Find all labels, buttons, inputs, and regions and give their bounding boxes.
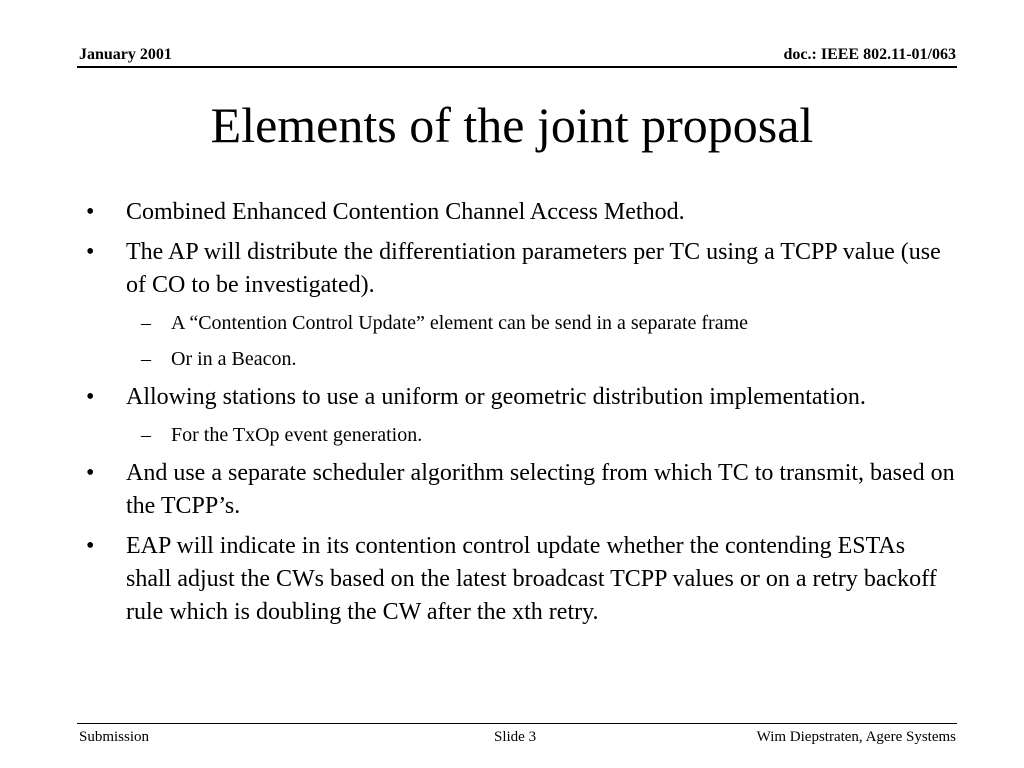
footer-submission: Submission: [79, 729, 150, 745]
bullet-marker: •: [86, 199, 95, 225]
footer-author: Wim Diepstraten, Agere Systems: [756, 729, 956, 745]
sub-bullet-item: [86, 309, 956, 337]
header-doc-id: doc.: IEEE 802.11-01/063: [783, 46, 956, 63]
bullet-text: EAP will indicate in its contention control update whether the contending ESTAs shall adjust the CWs based on the latest broadcast TCPP values or on a retry backoff rule which is doubling the CW after the xth retry.: [126, 533, 937, 625]
bullet-item: [86, 381, 956, 414]
footer-slide-number: Slide 3: [494, 729, 537, 745]
sub-bullet-item: [86, 421, 956, 449]
bullet-item: [86, 236, 956, 302]
header-divider: [77, 66, 957, 68]
header-date: January 2001: [79, 46, 172, 63]
slide-title: Elements of the joint proposal: [210, 97, 814, 153]
slide-body: [86, 196, 956, 636]
sub-bullet-text: Or in a Beacon.: [171, 348, 297, 370]
bullet-text: The AP will distribute the differentiation parameters per TC using a TCPP value (use of CO to be investigated).: [126, 239, 941, 298]
sub-bullet-item: [86, 345, 956, 373]
sub-bullet-marker: –: [141, 424, 151, 446]
sub-bullet-text: A “Contention Control Update” element can be send in a separate frame: [171, 312, 749, 334]
sub-bullet-marker: –: [141, 348, 151, 370]
footer-divider: [77, 723, 957, 724]
bullet-marker: •: [86, 533, 95, 559]
bullet-text: Combined Enhanced Contention Channel Access Method.: [126, 199, 685, 225]
bullet-marker: •: [86, 384, 95, 410]
bullet-text: And use a separate scheduler algorithm selecting from which TC to transmit, based on the TCPP’s.: [126, 460, 955, 519]
sub-bullet-text: For the TxOp event generation.: [171, 424, 423, 446]
bullet-item: [86, 530, 956, 629]
bullet-item: [86, 196, 956, 229]
sub-bullet-marker: –: [141, 312, 151, 334]
bullet-item: [86, 457, 956, 523]
bullet-marker: •: [86, 239, 95, 265]
bullet-text: Allowing stations to use a uniform or geometric distribution implementation.: [126, 384, 866, 410]
bullet-marker: •: [86, 460, 95, 486]
